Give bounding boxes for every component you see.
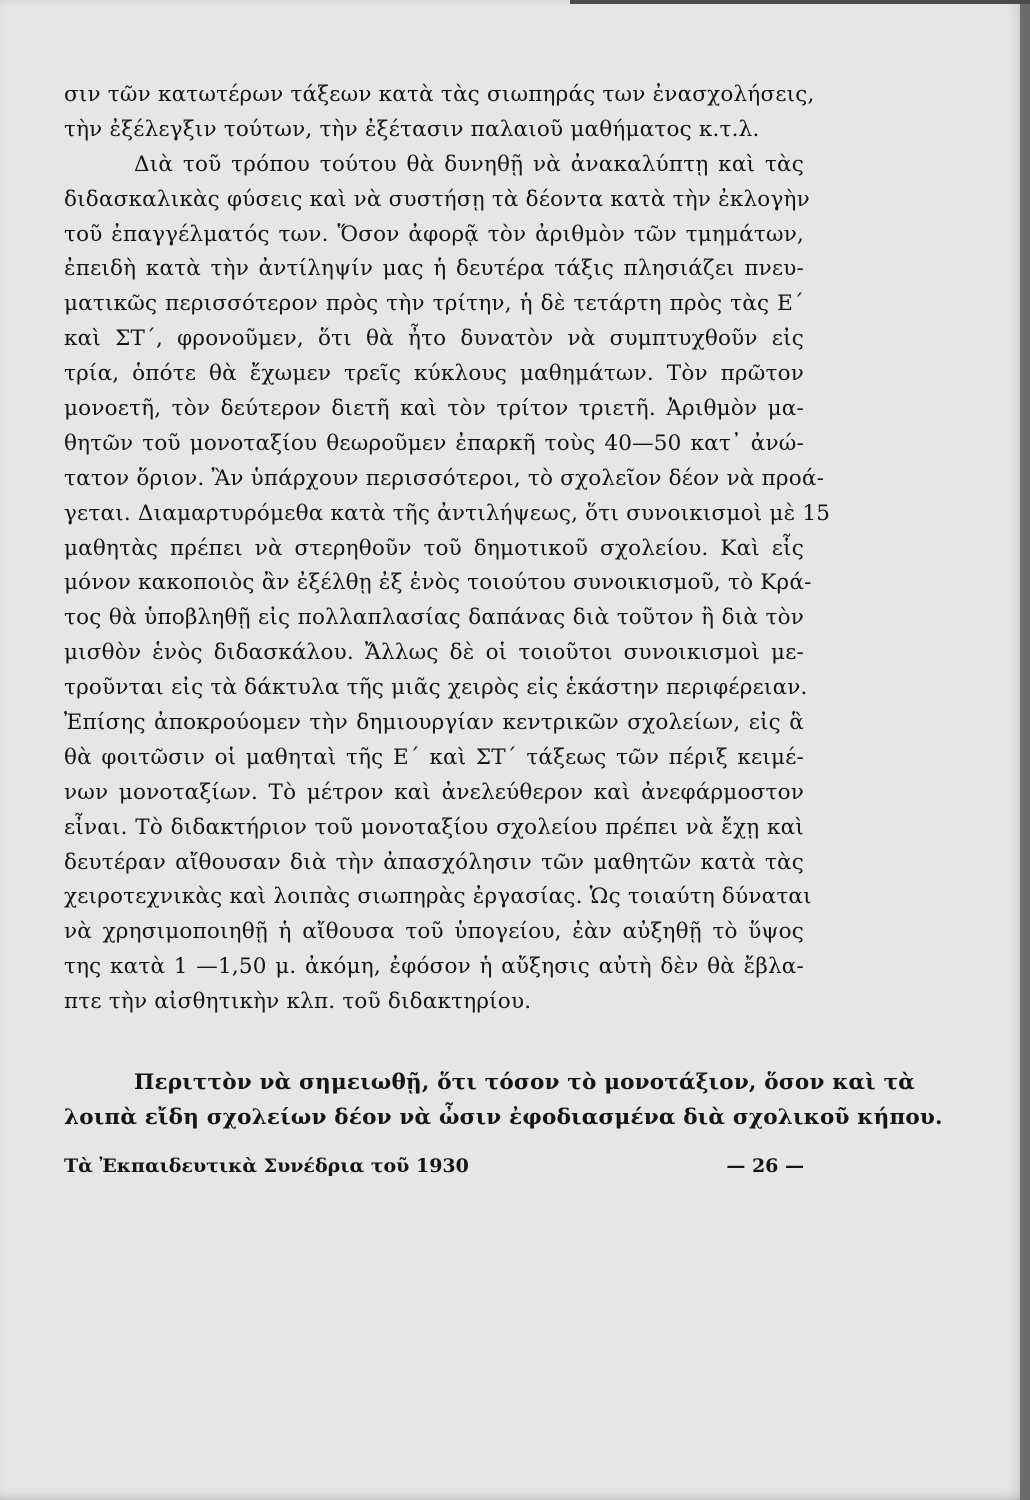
text-line: μόνον κακοποιὸς ἂν ἐξέλθῃ ἐξ ἑνὸς τοιούτου συνοικισμοῦ, τὸ Κρά-	[64, 570, 812, 596]
text-line: θητῶν τοῦ μονοταξίου θεωροῦμεν ἐπαρκῆ τοὺς 40—50 κατ᾿ ἀνώ-	[64, 430, 804, 456]
text-line: γεται. Διαμαρτυρόμεθα κατὰ τῆς ἀντιλήψεως, ὅτι συνοικισμοὶ μὲ 15	[64, 500, 831, 526]
text-line: μισθὸν ἑνὸς διδασκάλου. Ἄλλως δὲ οἱ τοιοῦτοι συνοικισμοὶ με-	[64, 640, 804, 666]
body-text	[64, 78, 831, 1020]
text-line: μαθητὰς πρέπει νὰ στερηθοῦν τοῦ δημοτικοῦ σχολείου. Καὶ εἷς	[64, 535, 804, 561]
text-line: τος θὰ ὑποβληθῇ εἰς πολλαπλασίας δαπάνας διὰ τοῦτον ἢ διὰ τὸν	[64, 605, 804, 631]
paragraph-start-line: Διὰ τοῦ τρόπου τούτου θὰ δυνηθῇ νὰ ἀνακαλύπτῃ καὶ τὰς	[134, 151, 804, 177]
text-line: νὰ χρησιμοποιηθῇ ἡ αἴθουσα τοῦ ὑπογείου, ἐὰν αὐξηθῇ τὸ ὕψος	[64, 919, 804, 945]
bold-paragraph	[64, 1066, 943, 1135]
text-line: τατον ὅριον. Ἂν ὑπάρχουν περισσότεροι, τὸ σχολεῖον δέον νὰ προά-	[64, 465, 825, 491]
text-line: θὰ φοιτῶσιν οἱ μαθηταὶ τῆς Ε΄ καὶ ΣΤ΄ τάξεως τῶν πέριξ κειμέ-	[64, 744, 804, 770]
text-line: χειροτεχνικὰς καὶ λοιπὰς σιωπηρὰς ἐργασίας. Ὡς τοιαύτη δύναται	[64, 884, 812, 910]
page-edge-shadow	[1020, 0, 1030, 1500]
text-line: ματικῶς περισσότερον πρὸς τὴν τρίτην, ἡ δὲ τετάρτη πρὸς τὰς Ε΄	[64, 291, 804, 317]
text-line: εἶναι. Τὸ διδακτήριον τοῦ μονοταξίου σχολείου πρέπει νὰ ἔχῃ καὶ	[64, 814, 804, 840]
page-footer	[64, 1155, 804, 1185]
text-line: δευτέραν αἴθουσαν διὰ τὴν ἀπασχόλησιν τῶν μαθητῶν κατὰ τὰς	[64, 849, 804, 875]
bold-line: λοιπὰ εἴδη σχολείων δέον νὰ ὦσιν ἐφοδιασμένα διὰ σχολικοῦ κήπου.	[64, 1104, 943, 1130]
text-line: τοῦ ἐπαγγέλματός των. Ὅσον ἀφορᾷ τὸν ἀριθμὸν τῶν τμημάτων,	[64, 221, 804, 247]
text-line: τροῦνται εἰς τὰ δάκτυλα τῆς μιᾶς χειρὸς εἰς ἑκάστην περιφέρειαν.	[64, 675, 808, 701]
footer-source: Τὰ Ἐκπαιδευτικὰ Συνέδρια τοῦ 1930	[64, 1155, 469, 1177]
text-line: Ἐπίσης ἀποκρούομεν τὴν δημιουργίαν κεντρικῶν σχολείων, εἰς ἃ	[64, 710, 804, 736]
text-line: νων μονοταξίων. Τὸ μέτρον καὶ ἀνελεύθερον καὶ ἀνεφάρμοστον	[64, 779, 804, 805]
text-line: μονοετῆ, τὸν δεύτερον διετῆ καὶ τὸν τρίτον τριετῆ. Ἀριθμὸν μα-	[64, 396, 804, 422]
text-line: ἐπειδὴ κατὰ τὴν ἀντίληψίν μας ἡ δευτέρα τάξις πλησιάζει πνευ-	[64, 256, 804, 282]
page-top-edge	[570, 0, 1030, 4]
bold-line: Περιττὸν νὰ σημειωθῇ, ὅτι τόσον τὸ μονοτάξιον, ὅσον καὶ τὰ	[134, 1070, 916, 1095]
text-line: πτε τὴν αἰσθητικὴν κλπ. τοῦ διδακτηρίου.	[64, 989, 532, 1015]
text-line: καὶ ΣΤ΄, φρονοῦμεν, ὅτι θὰ ἦτο δυνατὸν νὰ συμπτυχθοῦν εἰς	[64, 326, 804, 352]
text-line: διδασκαλικὰς φύσεις καὶ νὰ συστήσῃ τὰ δέοντα κατὰ τὴν ἐκλογὴν	[64, 186, 810, 212]
text-line: σιν τῶν κατωτέρων τάξεων κατὰ τὰς σιωπηράς των ἐνασχολήσεις,	[64, 82, 815, 107]
page-number: — 26 —	[726, 1155, 804, 1177]
text-line: τρία, ὁπότε θὰ ἔχωμεν τρεῖς κύκλους μαθημάτων. Τὸν πρῶτον	[64, 361, 804, 387]
text-line: τὴν ἐξέλεγξιν τούτων, τὴν ἐξέτασιν παλαιοῦ μαθήματος κ.τ.λ.	[64, 116, 760, 142]
text-line: της κατὰ 1 —1,50 μ. ἀκόμη, ἐφόσον ἡ αὔξησις αὐτὴ δὲν θὰ ἔβλα-	[64, 954, 804, 980]
